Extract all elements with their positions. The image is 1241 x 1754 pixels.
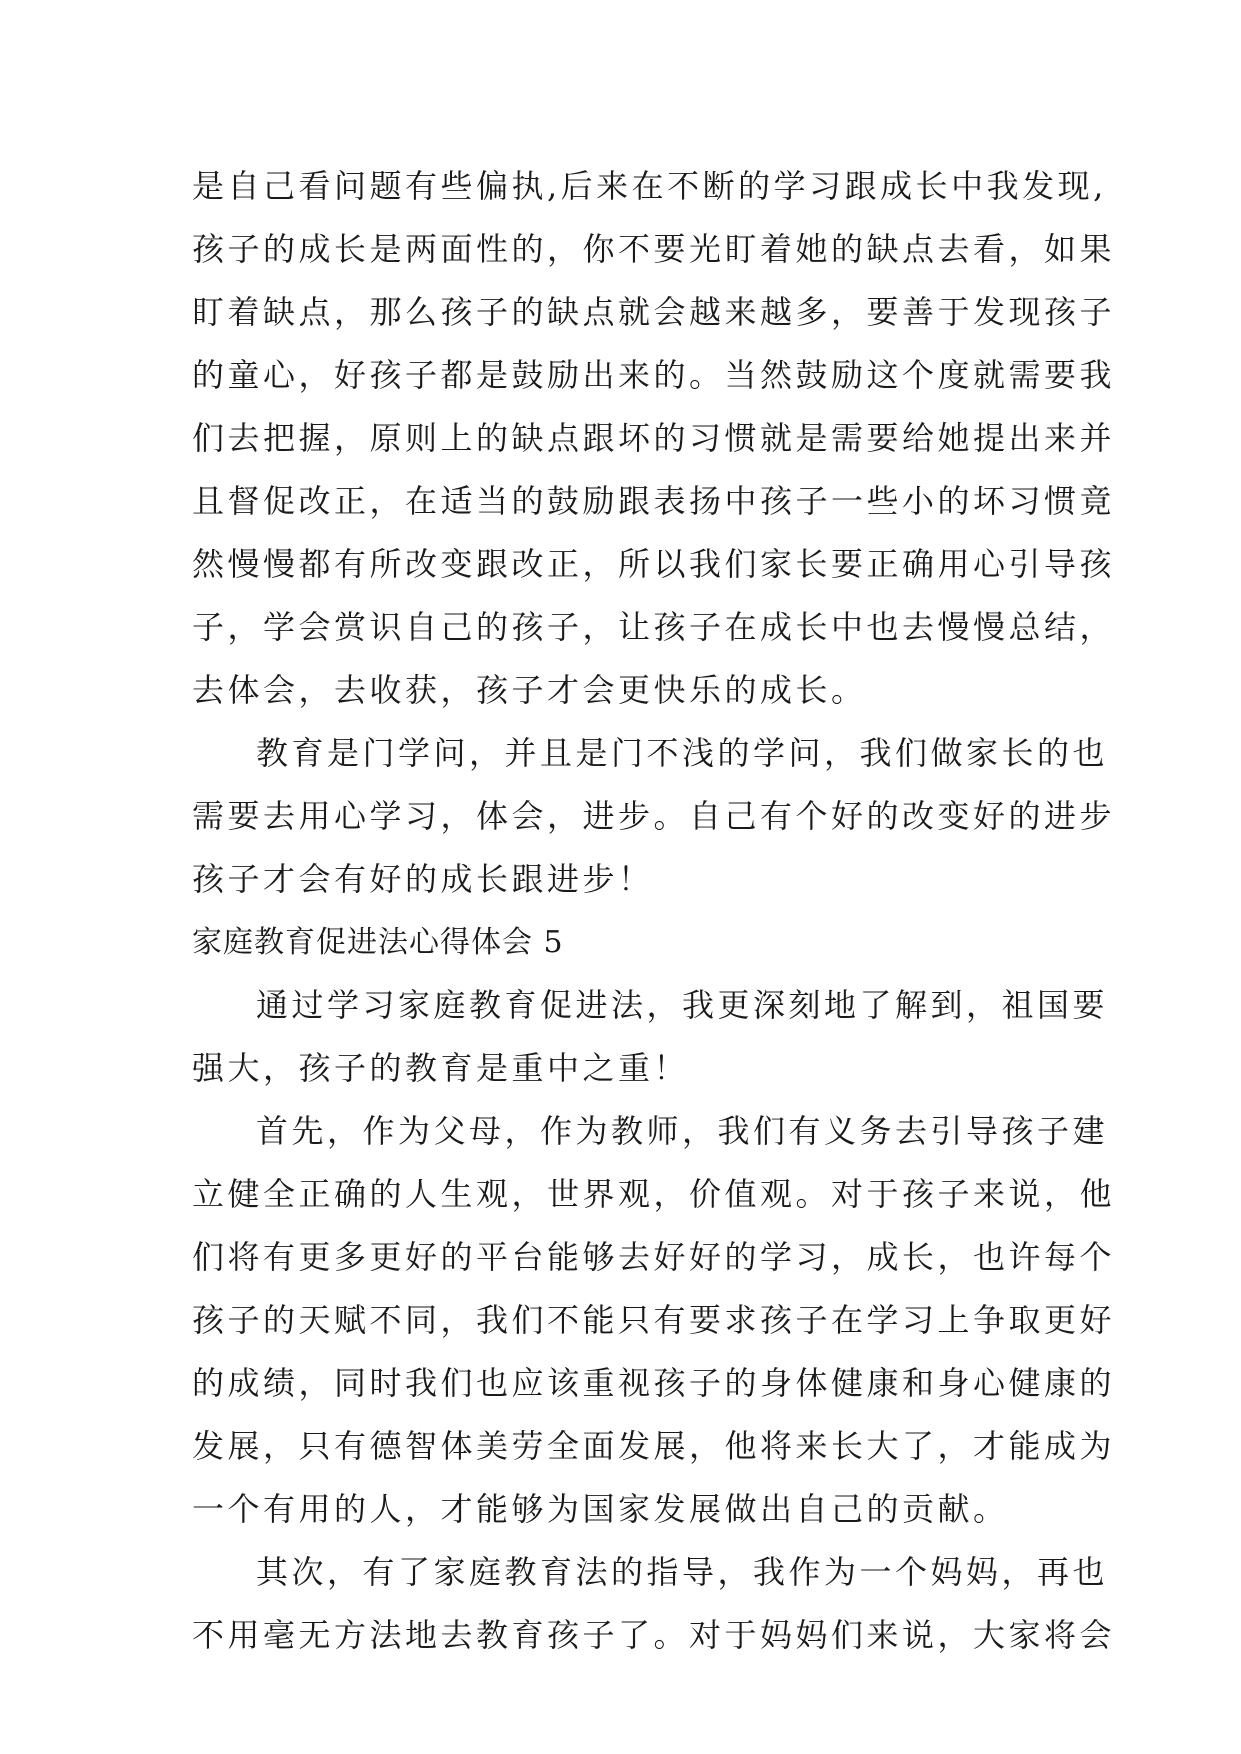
text-line: 们将有更多更好的平台能够去好好的学习，成长，也许每个 <box>192 1238 1116 1276</box>
text-line: 孩子才会有好的成长跟进步！ <box>192 860 654 898</box>
text-line: 不用毫无方法地去教育孩子了。对于妈妈们来说，大家将会 <box>192 1616 1116 1654</box>
text-line: 然慢慢都有所改变跟改正，所以我们家长要正确用心引导孩 <box>192 545 1116 583</box>
text-line: 是自己看问题有些偏执,后来在不断的学习跟成长中我发现, <box>192 167 1107 205</box>
text-line: 的童心，好孩子都是鼓励出来的。当然鼓励这个度就需要我 <box>192 356 1116 394</box>
text-line: 子，学会赏识自己的孩子，让孩子在成长中也去慢慢总结， <box>192 608 1116 646</box>
text-line: 且督促改正，在适当的鼓励跟表扬中孩子一些小的坏习惯竟 <box>192 482 1116 520</box>
text-line: 立健全正确的人生观，世界观，价值观。对于孩子来说，他 <box>192 1175 1116 1213</box>
section-heading: 家庭教育促进法心得体会 5 <box>192 925 564 960</box>
paragraph-first-line: 首先，作为父母，作为教师，我们有义务去引导孩子建 <box>256 1112 1109 1150</box>
document-body <box>192 155 1116 1667</box>
text-line: 盯着缺点，那么孩子的缺点就会越来越多，要善于发现孩子 <box>192 293 1116 331</box>
paragraph-first-line: 教育是门学问，并且是门不浅的学问，我们做家长的也 <box>256 734 1109 772</box>
paragraph-first-line: 其次，有了家庭教育法的指导，我作为一个妈妈，再也 <box>256 1553 1109 1591</box>
text-line: 需要去用心学习，体会，进步。自己有个好的改变好的进步 <box>192 797 1116 835</box>
text-line: 孩子的天赋不同，我们不能只有要求孩子在学习上争取更好 <box>192 1301 1116 1339</box>
text-line: 们去把握，原则上的缺点跟坏的习惯就是需要给她提出来并 <box>192 419 1116 457</box>
text-line: 孩子的成长是两面性的，你不要光盯着她的缺点去看，如果 <box>192 230 1116 268</box>
text-line: 的成绩，同时我们也应该重视孩子的身体健康和身心健康的 <box>192 1364 1116 1402</box>
text-line: 去体会，去收获，孩子才会更快乐的成长。 <box>192 671 867 709</box>
text-line: 一个有用的人，才能够为国家发展做出自己的贡献。 <box>192 1490 1009 1528</box>
text-line: 强大，孩子的教育是重中之重！ <box>192 1049 690 1087</box>
text-line: 发展，只有德智体美劳全面发展，他将来长大了，才能成为 <box>192 1427 1116 1465</box>
paragraph-first-line: 通过学习家庭教育促进法，我更深刻地了解到，祖国要 <box>256 986 1109 1024</box>
